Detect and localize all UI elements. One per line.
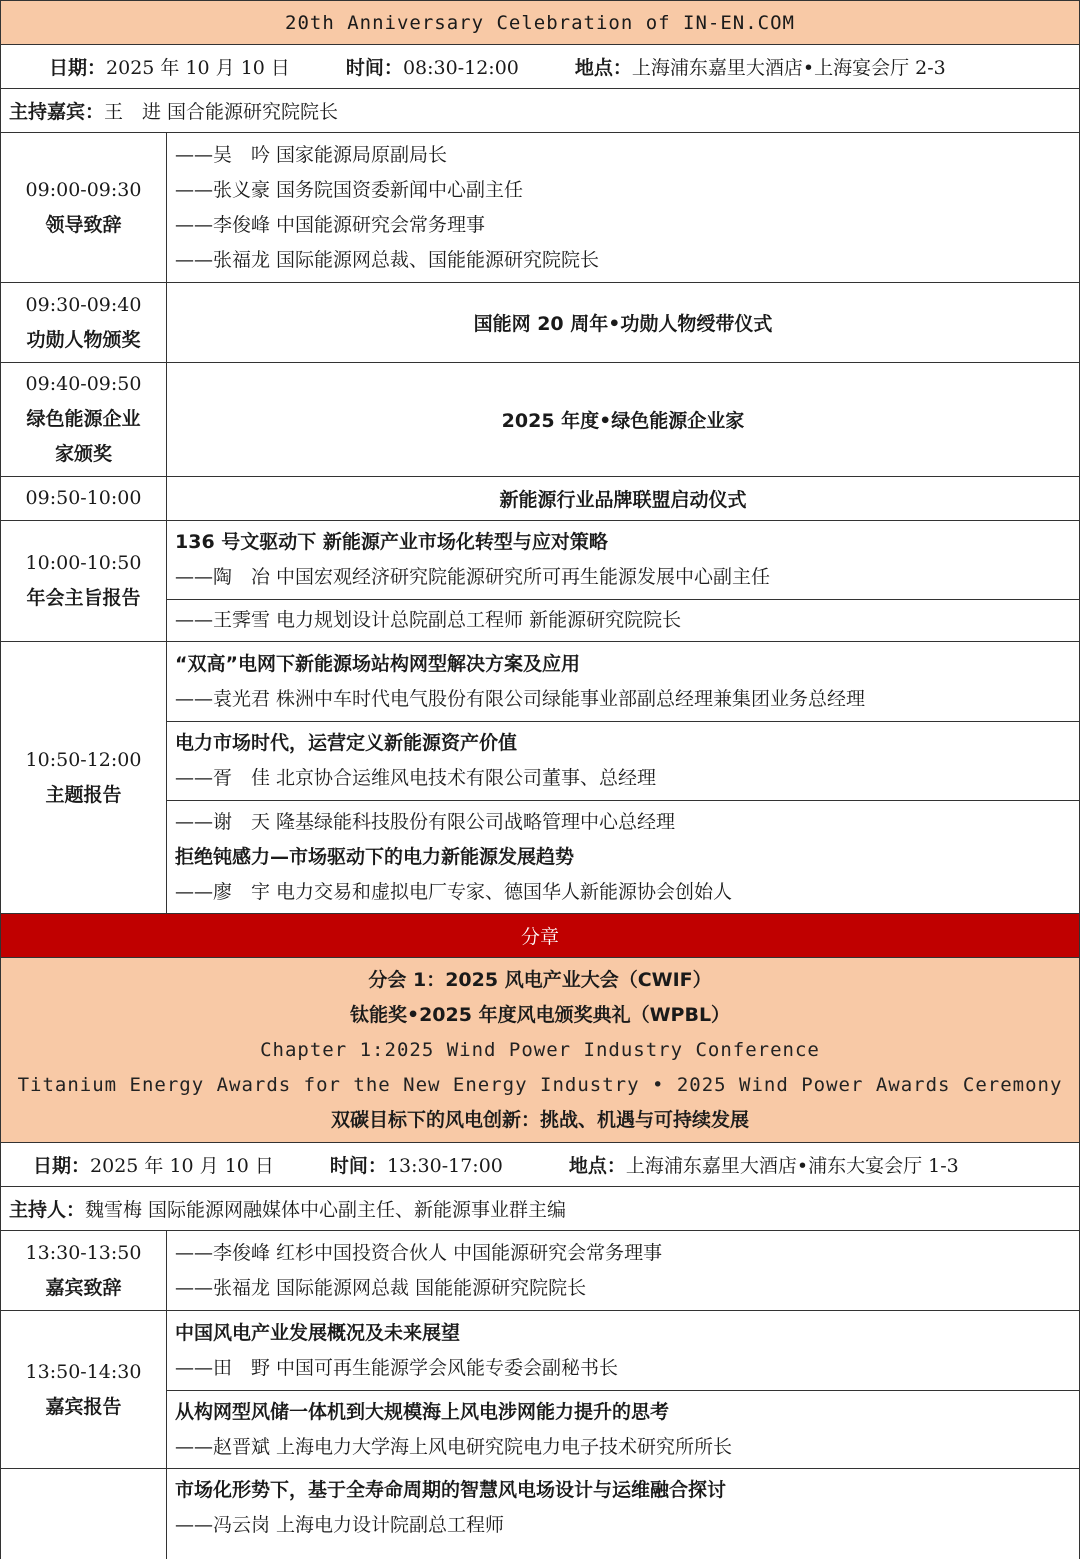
report-item: ——谢 天 隆基绿能科技股份有限公司战略管理中心总经理 拒绝钝感力—市场驱动下的电力新能源发展趋势 ——廖 宇 电力交易和虚拟电厂专家、德国华人新能源协会创始人 [167, 800, 1079, 913]
award-ceremony-title-cn: 钛能奖•2025 年度风电颁奖典礼（WPBL） [349, 1003, 731, 1026]
place-field: 地点：上海浦东嘉里大酒店•上海宴会厅 2-3 [574, 57, 946, 79]
time-cell: 09:40-09:50 绿色能源企业 家颁奖 [1, 363, 167, 476]
time-cell: 09:50-10:00 [1, 477, 167, 520]
chapter-title-en: Chapter 1:2025 Wind Power Industry Conference [260, 1038, 820, 1061]
time-field: 时间：08:30-12:00 [345, 57, 519, 79]
agenda-row [1, 363, 1079, 477]
report-item: 136 号文驱动下 新能源产业市场化转型与应对策略 ——陶 冶 中国宏观经济研究院能源研究所可再生能源发展中心副主任 [175, 531, 771, 588]
award-ceremony-title-en: Titanium Energy Awards for the New Energy Industry • 2025 Wind Power Awards Ceremony [17, 1073, 1063, 1096]
agenda-row [1, 521, 1079, 642]
place-field: 地点：上海浦东嘉里大酒店•浦东大宴会厅 1-3 [568, 1155, 959, 1177]
agenda-row [1, 1311, 1079, 1469]
agenda-row [1, 1231, 1079, 1311]
chapter-header [1, 958, 1079, 1143]
agenda-row [1, 133, 1079, 283]
time-cell: 09:00-09:30 领导致辞 [1, 133, 167, 282]
time-cell [1, 1469, 167, 1559]
report-item: “双高”电网下新能源场站构网型解决方案及应用 ——袁光君 株洲中车时代电气股份有限公司绿能事业部副总经理兼集团业务总经理 [175, 652, 866, 710]
report-item: 从构网型风储一体机到大规模海上风电涉网能力提升的思考 ——赵晋斌 上海电力大学海上风电研究院电力电子技术研究所所长 [167, 1390, 1079, 1468]
host-line-afternoon: 主持人： 魏雪梅 国际能源网融媒体中心副主任、新能源事业群主编 [1, 1187, 1079, 1231]
agenda-row [1, 283, 1079, 363]
time-cell: 10:50-12:00 主题报告 [1, 642, 167, 913]
time-cell: 13:50-14:30 嘉宾报告 [1, 1311, 167, 1468]
report-group [167, 1311, 1079, 1468]
host-line-morning: 主持嘉宾： 王 进 国合能源研究院院长 [1, 89, 1079, 133]
agenda-row [1, 477, 1079, 521]
time-field: 时间：13:30-17:00 [329, 1155, 503, 1177]
session-info-morning [1, 45, 1079, 89]
report-item: ——王霁雪 电力规划设计总院副总工程师 新能源研究院院长 [167, 599, 1079, 641]
chapter-title-cn: 分会 1：2025 风电产业大会（CWIF） [368, 968, 712, 991]
agenda-row [1, 642, 1079, 914]
chapter-theme: 双碳目标下的风电创新：挑战、机遇与可持续发展 [330, 1108, 749, 1131]
time-cell: 13:30-13:50 嘉宾致辞 [1, 1231, 167, 1310]
session-info-afternoon [1, 1143, 1079, 1187]
report-group [167, 521, 1079, 641]
time-cell: 09:30-09:40 功勋人物颁奖 [1, 283, 167, 362]
date-field: 日期：2025 年 10 月 10 日 [33, 1155, 274, 1177]
alliance-launch-title: 新能源行业品牌联盟启动仪式 [499, 489, 747, 511]
date-field: 日期：2025 年 10 月 10 日 [49, 57, 290, 79]
report-item: 中国风电产业发展概况及未来展望 ——田 野 中国可再生能源学会风能专委会副秘书长 [175, 1321, 619, 1379]
report-item: 市场化形势下，基于全寿命周期的智慧风电场设计与运维融合探讨 ——冯云岗 上海电力设计院副总工程师 [175, 1479, 727, 1536]
ceremony-title: 国能网 20 周年•功勋人物绶带仪式 [473, 313, 773, 335]
chapter-divider: 分章 [1, 914, 1079, 958]
speaker-list: ——李俊峰 红杉中国投资合伙人 中国能源研究会常务理事 ——张福龙 国际能源网总裁 国能能源研究院院长 [175, 1241, 663, 1299]
agenda-row [1, 1469, 1079, 1559]
report-group [167, 642, 1079, 913]
report-item: 电力市场时代，运营定义新能源资产价值 ——胥 佳 北京协合运维风电技术有限公司董事、总经理 [167, 721, 1079, 800]
speaker-list: ——吴 吟 国家能源局原副局长 ——张义豪 国务院国资委新闻中心副主任 ——李俊峰 中国能源研究会常务理事 ——张福龙 国际能源网总裁、国能能源研究院院长 [175, 143, 600, 271]
time-cell: 10:00-10:50 年会主旨报告 [1, 521, 167, 641]
award-title: 2025 年度•绿色能源企业家 [501, 410, 745, 432]
document-title: 20th Anniversary Celebration of IN-EN.COM [1, 1, 1079, 45]
